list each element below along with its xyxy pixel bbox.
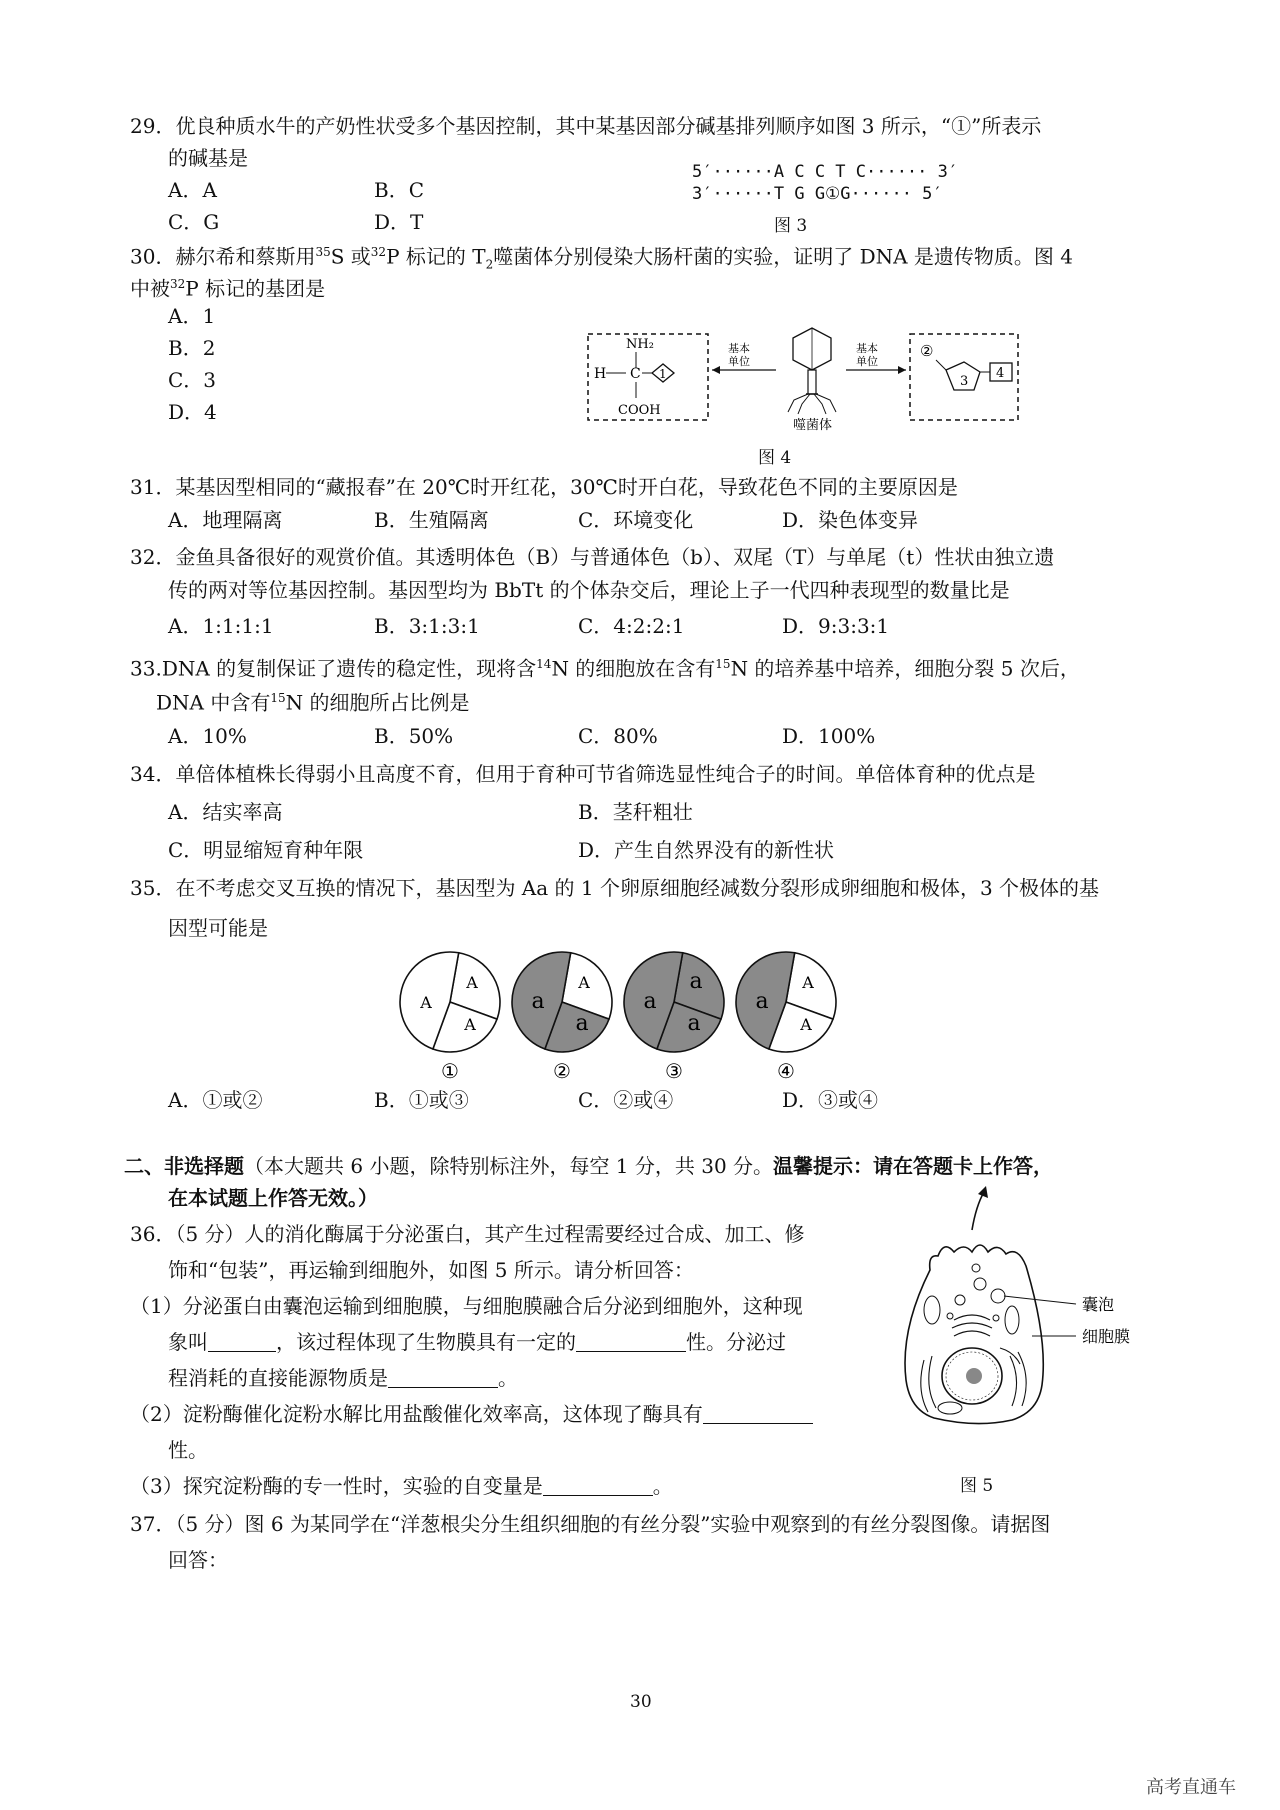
answer-blank-5[interactable] — [543, 1475, 653, 1496]
q35-option-c: C．②或④ — [578, 1088, 674, 1112]
q33-option-b: B．50% — [374, 724, 454, 748]
basic-unit-label-right-2: 单位 — [856, 355, 878, 368]
q29-stem: 29．优良种质水牛的产奶性状受多个基因控制，其中某基因部分碱基排列顺序如图 3 所示，“①”所表示 — [130, 114, 1042, 138]
q30-option-d: D．4 — [168, 400, 217, 424]
q36-part3: （3）探究淀粉酶的专一性时，实验的自变量是 。 — [130, 1474, 673, 1498]
vesicle — [974, 1278, 986, 1290]
q35-stem-line2: 因型可能是 — [168, 916, 268, 940]
vesicle-label: 囊泡 — [1082, 1295, 1115, 1314]
q31-stem: 31．某基因型相同的“藏报春”在 20℃时开红花，30℃时开白花，导致花色不同的主要原因是 — [130, 475, 958, 499]
q32-option-c: C．4:2:2:1 — [578, 614, 685, 638]
polar-body-figure-label: ① — [441, 1059, 459, 1083]
q34-option-d: D．产生自然界没有的新性状 — [578, 838, 835, 862]
polar-body-genotype-top: A — [802, 973, 814, 992]
mitochondrion — [924, 1296, 940, 1324]
q34-stem: 34．单倍体植株长得弱小且高度不育，但用于育种可节省筛选显性纯合子的时间。单倍体育种的优点是 — [130, 762, 1036, 786]
polar-body-genotype-left: a — [755, 989, 769, 1014]
vesicle — [955, 1295, 965, 1305]
q32-option-d: D．9:3:3:1 — [782, 614, 890, 638]
q37-stem-line2: 回答： — [168, 1548, 228, 1572]
dna-strand-bottom: 3′······T G G①G······ 5′ — [692, 184, 943, 204]
q36-stem: 36．（5 分）人的消化酶属于分泌蛋白，其产生过程需要经过合成、加工、修 — [130, 1222, 805, 1246]
q29-option-d: D．T — [374, 210, 424, 234]
q36-part1-line2: 象叫 ，该过程体现了生物膜具有一定的 性。分泌过 — [168, 1330, 786, 1354]
q30-option-a: A．1 — [168, 304, 216, 328]
q36-part2-line1: （2）淀粉酶催化淀粉水解比用盐酸催化效率高，这体现了酶具有 — [130, 1402, 813, 1426]
q33-option-c: C．80% — [578, 724, 658, 748]
polar-body-genotype-bottom: A — [464, 1015, 476, 1034]
vesicle-leader-line — [1004, 1296, 1076, 1304]
q34-option-b: B．茎秆粗壮 — [578, 800, 693, 824]
q31-option-d: D．染色体变异 — [782, 508, 919, 532]
watermark: 高考直通车 — [1146, 1777, 1236, 1798]
group-3-label: 3 — [960, 374, 969, 389]
q36-stem-line2: 饰和“包装”，再运输到细胞外，如图 5 所示。请分析回答： — [168, 1258, 694, 1282]
cooh-label: COOH — [618, 403, 661, 418]
q35-option-d: D．③或④ — [782, 1088, 879, 1112]
q35-option-a: A．①或② — [168, 1088, 263, 1112]
q29-option-c: C．G — [168, 210, 220, 234]
q30-option-b: B．2 — [168, 336, 216, 360]
q32-option-b: B．3:1:3:1 — [374, 614, 480, 638]
polar-body-genotype-top: A — [578, 973, 590, 992]
q29-stem-line2: 的碱基是 — [168, 146, 248, 170]
polar-body-genotype-bottom: A — [800, 1015, 812, 1034]
group-1-label: 1 — [659, 367, 667, 381]
basic-unit-label-left-2: 单位 — [728, 355, 750, 368]
q32-stem: 32．金鱼具备很好的观赏价值。其透明体色（B）与普通体色（b）、双尾（T）与单尾（t）性状由独立遗 — [130, 545, 1055, 569]
section-2-heading: 二、非选择题（本大题共 6 小题，除特别标注外，每空 1 分，共 30 分。温馨提示：请在答题卡上作答， — [124, 1154, 1054, 1178]
cell-membrane-label: 细胞膜 — [1082, 1327, 1131, 1346]
q33-stem: 33.DNA 的复制保证了遗传的稳定性，现将含$^{14}$N 的细胞放在含有$^{15}$N 的培养基中培养，细胞分裂 5 次后， — [130, 656, 1080, 681]
q30-stem: 30．赫尔希和蔡斯用$^{35}$S 或$^{32}$P 标记的 $T_2$噬菌体分别侵染大肠杆菌的实验，证明了 DNA 是遗传物质。图 4 — [130, 244, 1074, 272]
group-2-label: ② — [920, 342, 934, 360]
vesicle — [991, 1289, 1005, 1303]
vesicle — [972, 1264, 980, 1272]
basic-unit-label-right-1: 基本 — [856, 342, 878, 355]
nucleolus — [966, 1368, 982, 1384]
q33-option-d: D．100% — [782, 724, 876, 748]
polar-body-genotype-bottom: a — [687, 1011, 701, 1036]
nh2-label: NH₂ — [626, 337, 654, 352]
polar-body-figure-label: ③ — [665, 1059, 683, 1083]
figure-4-caption: 图 4 — [758, 448, 792, 468]
answer-blank-4[interactable] — [703, 1403, 813, 1424]
q31-option-c: C．环境变化 — [578, 508, 694, 532]
polar-body-figure-label: ④ — [777, 1059, 795, 1083]
basic-unit-label-left-1: 基本 — [728, 342, 750, 355]
figure-3-caption: 图 3 — [774, 216, 808, 236]
q31-option-b: B．生殖隔离 — [374, 508, 489, 532]
polar-body-figures — [398, 946, 858, 1083]
q35-stem: 35．在不考虑交叉互换的情况下，基因型为 Aa 的 1 个卵原细胞经减数分裂形成卵细胞和极体，3 个极体的基 — [130, 876, 1100, 900]
mitochondrion — [938, 1402, 962, 1414]
q33-option-a: A．10% — [168, 724, 247, 748]
figure-5-cell-diagram — [880, 1180, 1160, 1445]
q33-stem-line2: DNA 中含有$^{15}$N 的细胞所占比例是 — [156, 690, 470, 715]
q30-stem-line2: 中被$^{32}$P 标记的基团是 — [130, 276, 326, 301]
figure-4-diagram — [580, 330, 1005, 433]
polar-body-genotype-left: a — [531, 989, 545, 1014]
polar-body-genotype-left: a — [643, 989, 657, 1014]
section-2-warning-line2: 在本试题上作答无效。） — [168, 1186, 378, 1210]
polar-body-genotype-top: a — [689, 969, 703, 994]
q30-option-c: C．3 — [168, 368, 217, 392]
answer-blank-3[interactable] — [388, 1367, 498, 1388]
polar-body-genotype-top: A — [466, 973, 478, 992]
q35-option-b: B．①或③ — [374, 1088, 469, 1112]
group-4-label: 4 — [996, 366, 1005, 381]
phage-label: 噬菌体 — [793, 418, 833, 433]
page-number: 30 — [630, 1692, 652, 1712]
q29-option-a: A．A — [168, 178, 217, 202]
dna-strand-top: 5′······A C C T C······ 3′ — [692, 162, 959, 182]
secretion-arrow — [972, 1192, 984, 1230]
q36-part1-line1: （1）分泌蛋白由囊泡运输到细胞膜，与细胞膜融合后分泌到细胞外，这种现 — [130, 1294, 803, 1318]
q36-part1-line3: 程消耗的直接能源物质是 。 — [168, 1366, 518, 1390]
q37-stem: 37．（5 分）图 6 为某同学在“洋葱根尖分生组织细胞的有丝分裂”实验中观察到的有丝分裂图像。请据图 — [130, 1512, 1051, 1536]
q32-option-a: A．1:1:1:1 — [168, 614, 274, 638]
answer-blank-1[interactable] — [208, 1331, 276, 1352]
q34-option-c: C．明显缩短育种年限 — [168, 838, 364, 862]
q36-part2-line2: 性。 — [168, 1438, 208, 1462]
answer-blank-2[interactable] — [576, 1331, 686, 1352]
polar-body-figure-label: ② — [553, 1059, 571, 1083]
carbon-label: C — [630, 366, 641, 382]
h-label: H — [594, 366, 607, 382]
q34-option-a: A．结实率高 — [168, 800, 283, 824]
phage-icon — [788, 328, 836, 414]
mitochondrion — [1005, 1306, 1019, 1334]
golgi-apparatus — [952, 1315, 992, 1336]
figure-5-caption: 图 5 — [960, 1476, 994, 1496]
q32-stem-line2: 传的两对等位基因控制。基因型均为 BbTt 的个体杂交后，理论上子一代四种表现型的数量比是 — [168, 578, 1010, 602]
q29-option-b: B．C — [374, 178, 424, 202]
polar-body-genotype-bottom: a — [575, 1011, 589, 1036]
q31-option-a: A．地理隔离 — [168, 508, 283, 532]
polar-body-genotype-left: A — [420, 993, 432, 1012]
